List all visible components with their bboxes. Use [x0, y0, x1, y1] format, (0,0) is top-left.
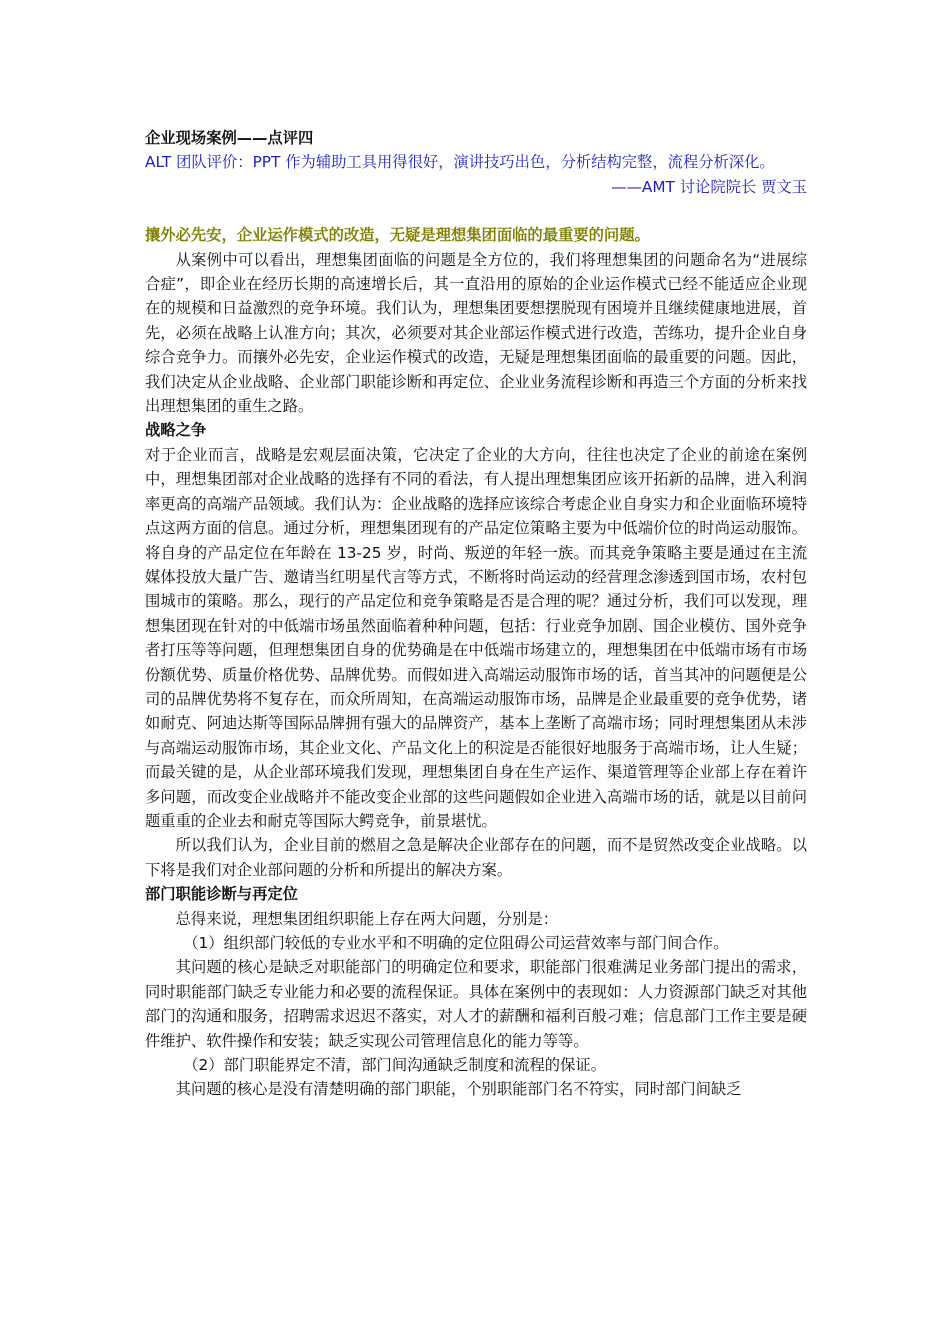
paragraph-overview: 总得来说，理想集团组织职能上存在两大问题，分别是： — [175, 909, 559, 928]
paragraph-item1-detail: 其问题的核心是缺乏对职能部门的明确定位和要求，职能部门很难满足业务部门提出的需求，同时职能部门缺乏专业能力和必要的流程保证。具体在案例中的表现如：人力资源部门缺乏对其他部门的沟通和服务，招聘需求迟迟不落实，对人才的薪酬和福利百般刁难；信息部门工作主要是硬件维护、软件操作和安装；缺乏实现公司管理信息化的能力等等。 — [145, 958, 807, 1050]
paragraph-conclusion: 所以我们认为，企业目前的燃眉之急是解决企业部存在的问题，而不是贸然改变企业战略。以下将是我们对企业部问题的分析和所提出的解决方案。 — [145, 836, 807, 879]
section-heading-strategy: 战略之争 — [145, 421, 207, 440]
team-comment: ALT 团队评价：PPT 作为辅助工具用得很好，演讲技巧出色，分析结构完整，流程分析深化。 — [145, 153, 775, 172]
paragraph-item2-detail: 其问题的核心是没有清楚明确的部门职能，个别职能部门名不符实，同时部门间缺乏 — [175, 1080, 742, 1099]
paragraph-strategy: 对于企业而言，战略是宏观层面决策，它决定了企业的大方向，往往也决定了企业的前途在案例中，理想集团部对企业战略的选择有不同的看法，有人提出理想集团应该开拓新的品牌，进入利润率更高的高端产品领域。我们认为：企业战略的选择应该综合考虑企业自身实力和企业面临环境特点这两方面的信息。通过分析，理想集团现有的产品定位策略主要为中低端价位的时尚运动服饰。将自身的产品定位在年龄在 13-25 岁，时尚、叛逆的年轻一族。而其竞争策略主要是通过在主流媒体投放大量广告、邀请当红明星代言等方式，不断将时尚运动的经营理念渗透到国市场，农村包围城市的策略。那么，现行的产品定位和竞争策略是否是合理的呢？通过分析，我们可以发现，理想集团现在针对的中低端市场虽然面临着种种问题，包括：行业竞争加剧、国企业模仿、国外竞争者打压等等问题，但理想集团自身的优势确是在中低端市场建立的，理想集团在中低端市场有市场份额优势、质量价格优势、品牌优势。而假如进入高端运动服饰市场的话，首当其冲的问题便是公司的品牌优势将不复存在，而众所周知，在高端运动服饰市场，品牌是企业最重要的竞争优势，诸如耐克、阿迪达斯等国际品牌拥有强大的品牌资产，基本上垄断了高端市场；同时理想集团从未涉与高端运动服饰市场，其企业文化、产品文化上的积淀是否能很好地服务于高端市场，让人生疑；而最关键的是，从企业部环境我们发现，理想集团自身在生产运作、渠道管理等企业部上存在着许多问题，而改变企业战略并不能改变企业部的这些问题假如企业进入高端市场的话，就是以目前问题重重的企业去和耐克等国际大鳄竞争，前景堪忧。 — [145, 445, 807, 830]
comment-signature: ——AMT 讨论院院长 贾文玉 — [611, 177, 807, 196]
section-heading-department: 部门职能诊断与再定位 — [145, 885, 298, 904]
spacer — [145, 199, 807, 223]
highlight-heading: 攘外必先安，企业运作模式的改造，无疑是理想集团面临的最重要的问题。 — [145, 226, 650, 245]
list-item-2: （2）部门职能界定不清，部门间沟通缺乏制度和流程的保证。 — [183, 1056, 606, 1075]
document-title: 企业现场案例——点评四 — [145, 129, 314, 147]
list-item-1: （1）组织部门较低的专业水平和不明确的定位阻碍公司运营效率与部门间合作。 — [183, 934, 729, 952]
paragraph-intro: 从案例中可以看出，理想集团面临的问题是全方位的，我们将理想集团的问题命名为“进展综合症”，即企业在经历长期的高速增长后，其一直沿用的原始的企业运作模式已经不能适应企业现在的规模和日益激烈的竞争环境。我们认为，理想集团要想摆脱现有困境并且继续健康地进展，首先，必须在战略上认准方向；其次，必须要对其企业部运作模式进行改造，苦练功，提升企业自身综合竞争力。而攘外必先安，企业运作模式的改造，无疑是理想集团面临的最重要的问题。因此，我们决定从企业战略、企业部门职能诊断和再定位、企业业务流程诊断和再造三个方面的分析来找出理想集团的重生之路。 — [145, 250, 807, 416]
document-page — [145, 126, 807, 1102]
